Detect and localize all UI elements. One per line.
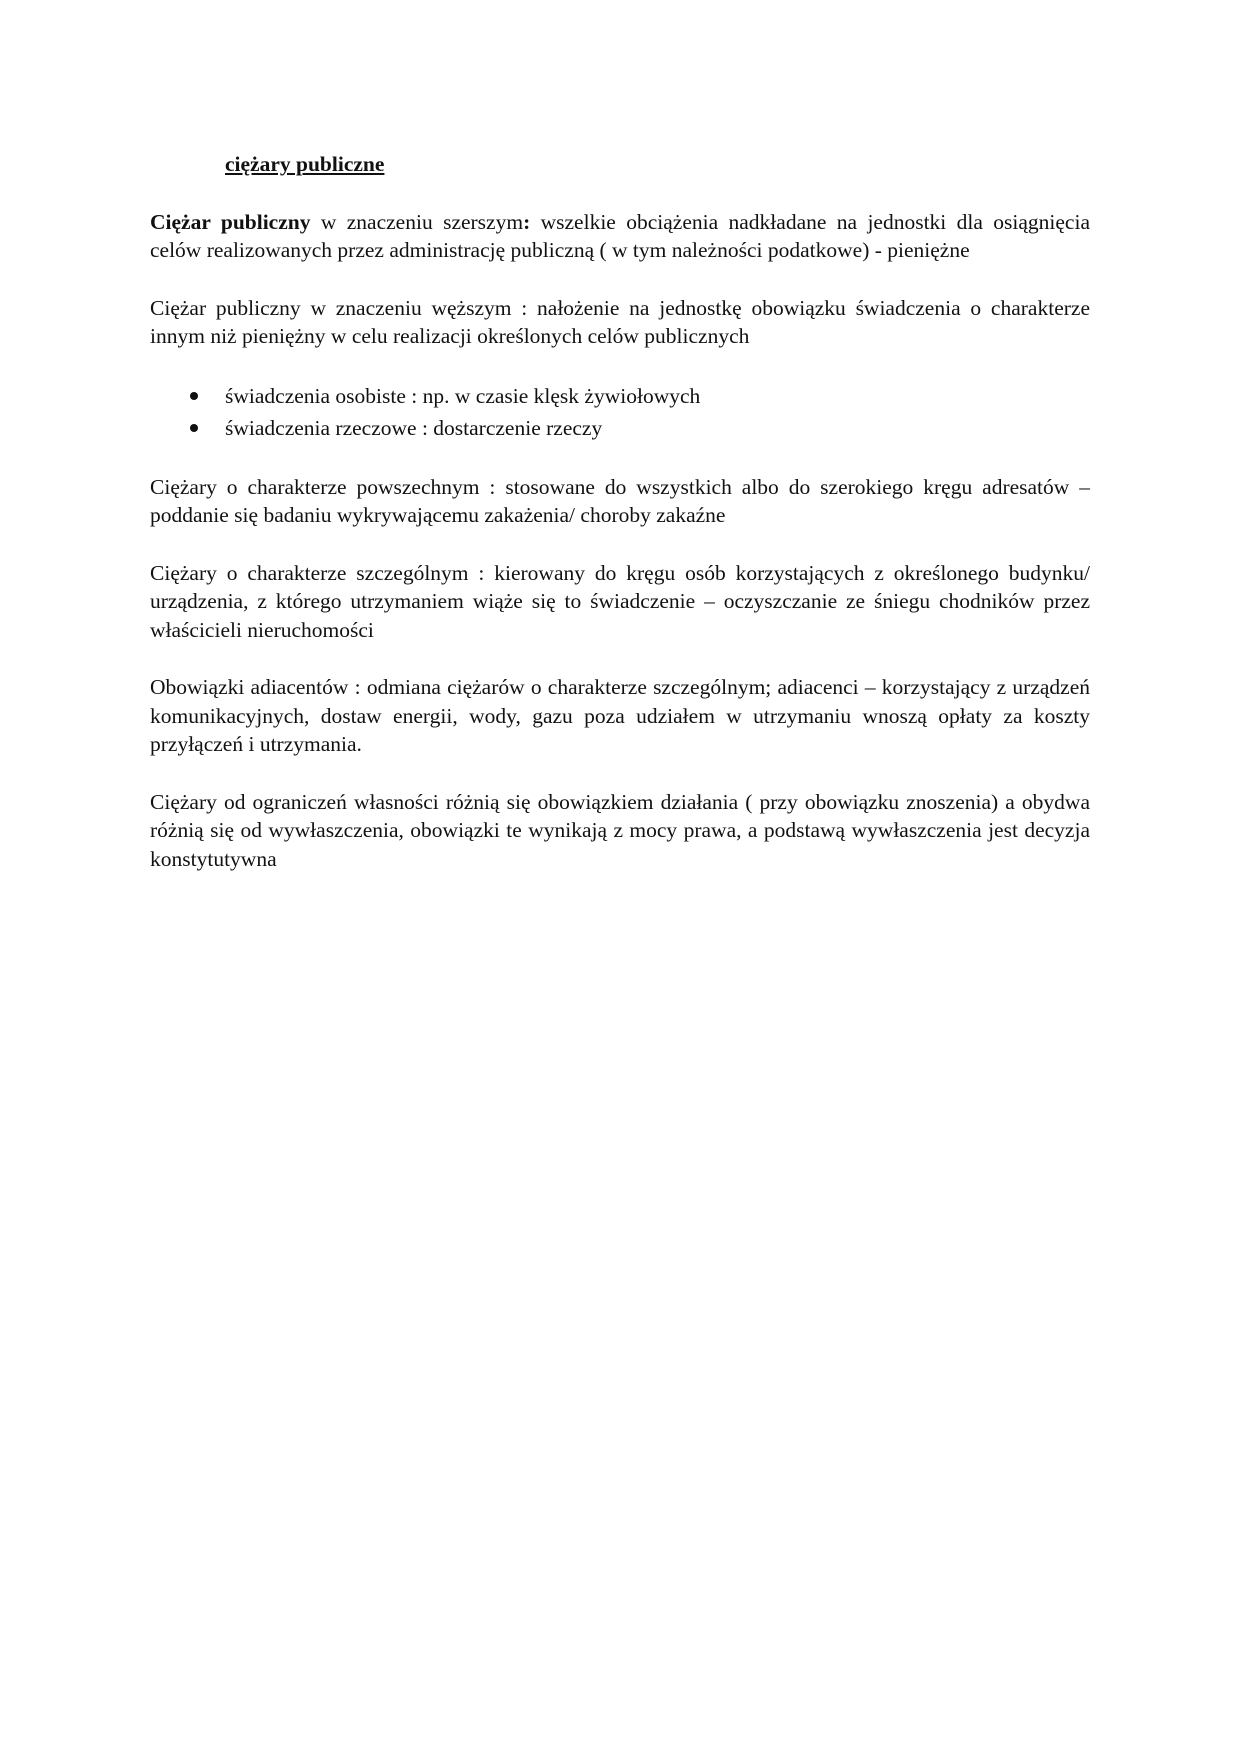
list-item-text: świadczenia osobiste : np. w czasie klęsk żywiołowych (225, 383, 701, 408)
term-public-burden: Ciężar publiczny (150, 209, 311, 234)
paragraph-ownership-limitations: Ciężary od ograniczeń własności różnią się obowiązkiem działania ( przy obowiązku znoszenia) a obydwa różnią się od wywłaszczenia, obowiązki te wynikają z mocy prawa, a podstawą wywłaszczenia jest decyzja konstytutywna (150, 789, 1090, 871)
list-item (150, 380, 1090, 412)
paragraph-specific-burdens: Ciężary o charakterze szczególnym : kierowany do kręgu osób korzystających z określonego budynku/ urządzenia, z którego utrzymaniem wiąże się to świadczenie – oczyszczanie ze śniegu chodników przez właścicieli nieruchomości (150, 560, 1090, 642)
paragraph-adjacent-obligations: Obowiązki adiacentów : odmiana ciężarów o charakterze szczególnym; adiacenci – korzystający z urządzeń komunikacyjnych, dostaw energii, wody, gazu poza udziałem w utrzymaniu wnoszą opłaty za koszty przyłączeń i utrzymania. (150, 675, 1090, 756)
bullet-dot-icon (190, 392, 198, 400)
bullet-list (150, 380, 1090, 444)
bullet-dot-icon (190, 424, 198, 432)
list-item (150, 412, 1090, 444)
paragraph-text: wszelkie obciążenia nadkładane na jednostki dla osiągnięcia celów realizowanych przez administrację publiczną ( w tym należności podatkowe) - pieniężne (150, 209, 1090, 262)
document-title: ciężary publiczne (225, 152, 385, 176)
paragraph-general-burdens: Ciężary o charakterze powszechnym : stosowane do wszystkich albo do szerokiego kręgu adresatów – poddanie się badaniu wykrywającemu zakażenia/ choroby zakaźne (150, 474, 1090, 527)
list-item-text: świadczenia rzeczowe : dostarczenie rzeczy (225, 415, 603, 440)
paragraph-public-burden-broad (150, 208, 1090, 265)
paragraph-text: w znaczeniu szerszym (310, 209, 524, 234)
document-page (150, 150, 1090, 873)
bold-colon: : (523, 209, 531, 234)
paragraph-public-burden-narrow: Ciężar publiczny w znaczeniu węższym : nałożenie na jednostkę obowiązku świadczenia o charakterze innym niż pieniężny w celu realizacji określonych celów publicznych (150, 295, 1090, 348)
